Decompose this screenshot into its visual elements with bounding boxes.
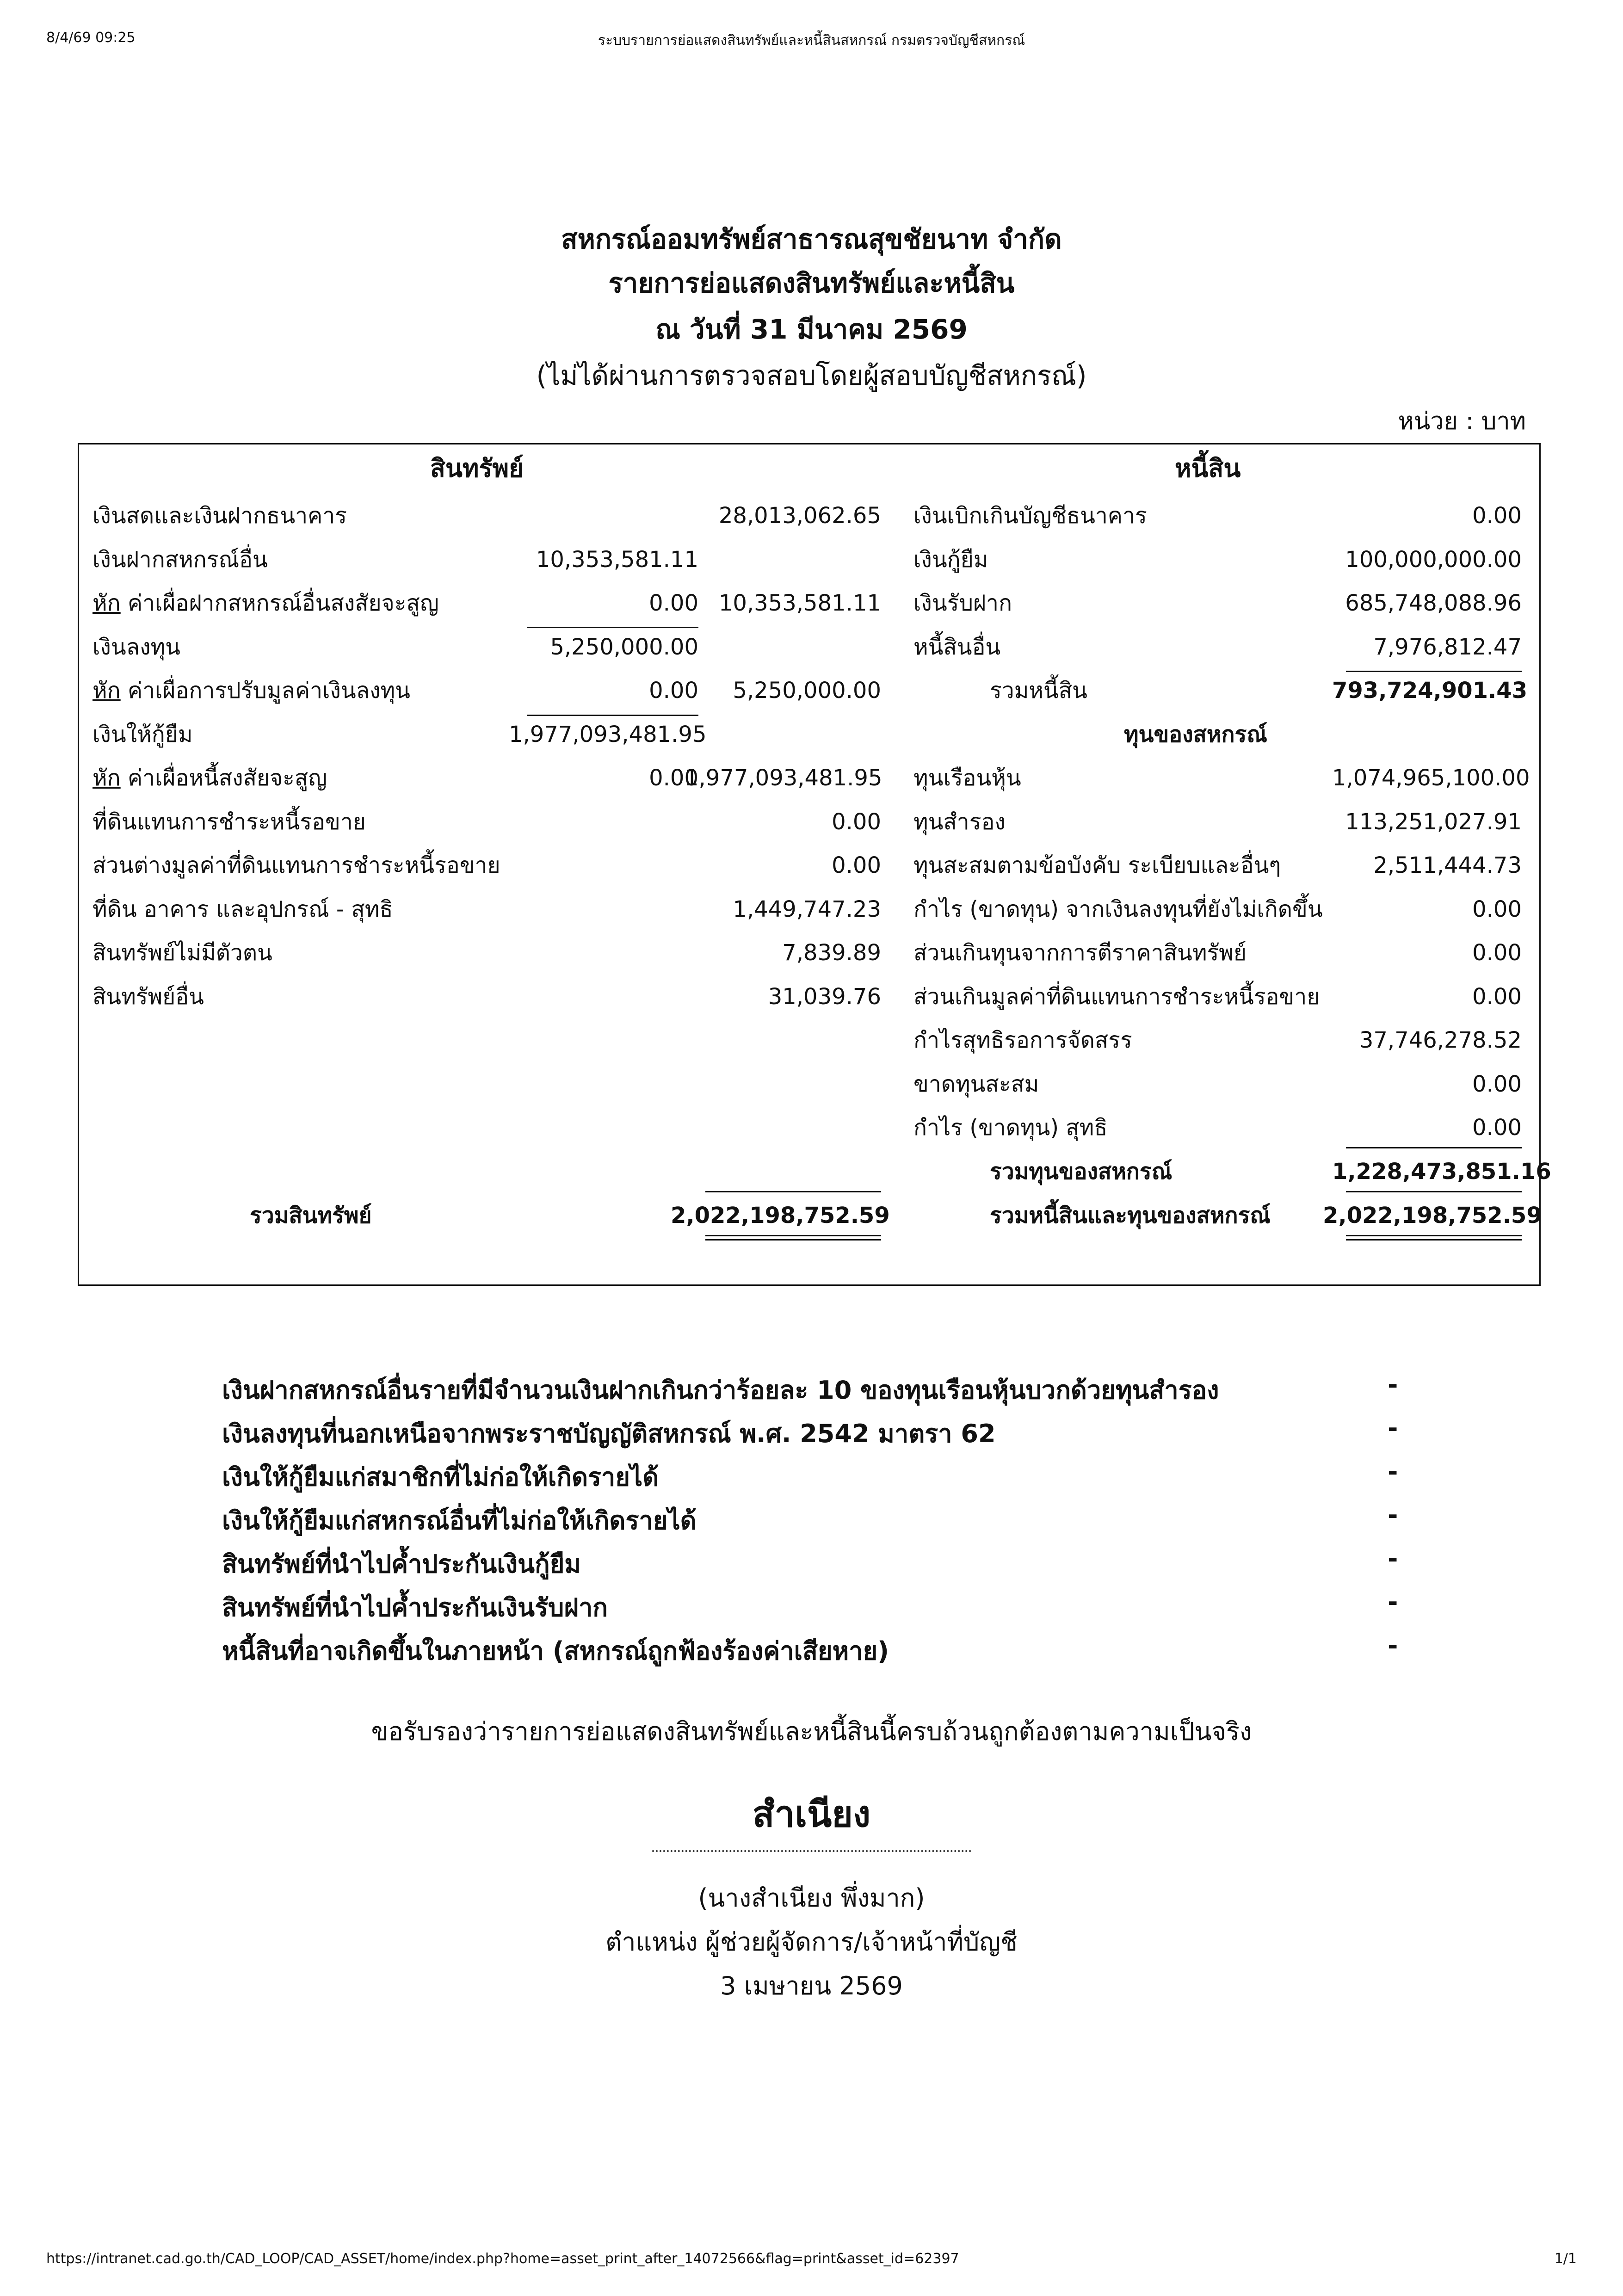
asset-total: 1,449,747.23 xyxy=(733,896,881,922)
note-value: - xyxy=(1388,1413,1398,1443)
equity-label: ขาดทุนสะสม xyxy=(913,1071,1039,1097)
note-label: สินทรัพย์ที่นำไปค้ำประกันเงินกู้ยืม xyxy=(222,1549,581,1579)
asset-label xyxy=(93,546,268,574)
signature-date: 3 เมษายน 2569 xyxy=(720,1971,903,2000)
equity-label: ส่วนเกินทุนจากการตีราคาสินทรัพย์ xyxy=(913,940,1247,966)
note-label: หนี้สินที่อาจเกิดขึ้นในภายหน้า (สหกรณ์ถูกฟ้องร้องค่าเสียหาย) xyxy=(222,1636,889,1666)
note-value: - xyxy=(1388,1457,1398,1486)
liability-value: 7,976,812.47 xyxy=(1373,634,1522,660)
equity-label: กำไร (ขาดทุน) สุทธิ xyxy=(913,1115,1108,1141)
asset-total: 0.00 xyxy=(832,809,881,835)
asset-amount: 5,250,000.00 xyxy=(550,634,698,660)
asset-label xyxy=(93,677,410,704)
rule-investment xyxy=(527,627,698,628)
grand-total-value: 2,022,198,752.59 xyxy=(1323,1203,1542,1228)
print-system-title: ระบบรายการย่อแสดงสินทรัพย์และหนี้สินสหกรณ์ กรมตรวจบัญชีสหกรณ์ xyxy=(598,32,1025,49)
print-datetime: 8/4/69 09:25 xyxy=(46,30,136,46)
equity-label: กำไร (ขาดทุน) จากเงินลงทุนที่ยังไม่เกิดขึ้น xyxy=(913,896,1323,922)
asset-amount: 0.00 xyxy=(649,678,698,704)
asset-total: 0.00 xyxy=(832,852,881,878)
asset-label-text: ส่วนต่างมูลค่าที่ดินแทนการชำระหนี้รอขาย xyxy=(93,852,500,878)
signer-position: ตำแหน่ง ผู้ช่วยผู้จัดการ/เจ้าหน้าที่บัญชี xyxy=(605,1927,1018,1957)
note-label: เงินลงทุนที่นอกเหนือจากพระราชบัญญัติสหกรณ์ พ.ศ. 2542 มาตรา 62 xyxy=(222,1419,996,1448)
equity-label: กำไรสุทธิรอการจัดสรร xyxy=(913,1027,1132,1053)
liability-label: หนี้สินอื่น xyxy=(913,634,1001,660)
asset-label xyxy=(93,721,193,748)
liability-value: 100,000,000.00 xyxy=(1345,547,1522,573)
equity-heading: ทุนของสหกรณ์ xyxy=(1124,722,1267,747)
rule-loan xyxy=(527,715,698,716)
assets-total-value: 2,022,198,752.59 xyxy=(671,1203,890,1228)
print-page: 1/1 xyxy=(1554,2251,1577,2267)
asset-label-text: ค่าเผื่อหนี้สงสัยจะสูญ xyxy=(120,765,327,791)
asset-label xyxy=(93,808,366,836)
equity-value: 37,746,278.52 xyxy=(1359,1027,1522,1053)
asset-label xyxy=(93,633,180,661)
asset-amount: 0.00 xyxy=(649,765,698,791)
asset-label-text: เงินสดและเงินฝากธนาคาร xyxy=(93,503,347,529)
liability-value: 685,748,088.96 xyxy=(1345,590,1522,616)
equity-total-label: รวมทุนของสหกรณ์ xyxy=(990,1159,1173,1185)
asset-label-text: เงินลงทุน xyxy=(93,634,180,660)
asset-total: 7,839.89 xyxy=(782,940,881,966)
liabilities-total-label: รวมหนี้สิน xyxy=(990,678,1087,704)
rule-grand-total xyxy=(1346,1191,1522,1192)
certification-text: ขอรับรองว่ารายการย่อแสดงสินทรัพย์และหนี้สินนี้ครบถ้วนถูกต้องตามความเป็นจริง xyxy=(371,1717,1252,1746)
note-value: - xyxy=(1388,1631,1398,1660)
asset-label xyxy=(93,939,272,967)
equity-value: 0.00 xyxy=(1472,1115,1522,1141)
asset-label-text: เงินให้กู้ยืม xyxy=(93,722,193,747)
deduct-prefix: หัก xyxy=(93,590,121,616)
audit-note: (ไม่ได้ผ่านการตรวจสอบโดยผู้สอบบัญชีสหกรณ์) xyxy=(536,360,1087,391)
rule-liabilities-total xyxy=(1346,671,1522,672)
note-value: - xyxy=(1388,1500,1398,1530)
asset-label-text: สินทรัพย์อื่น xyxy=(93,984,204,1010)
assets-total-label: รวมสินทรัพย์ xyxy=(250,1203,372,1228)
asset-total: 10,353,581.11 xyxy=(718,590,881,616)
asset-amount: 1,977,093,481.95 xyxy=(509,722,707,747)
equity-label: ทุนสำรอง xyxy=(913,809,1006,835)
asset-label-text: ที่ดินแทนการชำระหนี้รอขาย xyxy=(93,809,366,835)
liability-value: 0.00 xyxy=(1472,503,1522,529)
asset-label-text: สินทรัพย์ไม่มีตัวตน xyxy=(93,940,272,966)
note-label: เงินให้กู้ยืมแก่สมาชิกที่ไม่ก่อให้เกิดรายได้ xyxy=(222,1463,659,1492)
note-label: สินทรัพย์ที่นำไปค้ำประกันเงินรับฝาก xyxy=(222,1593,608,1622)
signature-line xyxy=(652,1850,971,1852)
liability-label: เงินรับฝาก xyxy=(913,590,1012,616)
double-rule-grand xyxy=(1346,1235,1522,1241)
asset-total: 1,977,093,481.95 xyxy=(685,765,882,791)
double-rule-assets xyxy=(705,1235,881,1241)
equity-value: 1,074,965,100.00 xyxy=(1332,765,1530,791)
note-label: เงินให้กู้ยืมแก่สหกรณ์อื่นที่ไม่ก่อให้เกิดรายได้ xyxy=(222,1506,697,1535)
org-title: สหกรณ์ออมทรัพย์สาธารณสุขชัยนาท จำกัด xyxy=(561,223,1062,255)
asset-label-text: เงินฝากสหกรณ์อื่น xyxy=(93,547,268,573)
asset-label xyxy=(93,764,327,792)
asset-label xyxy=(93,502,347,530)
deduct-prefix: หัก xyxy=(93,765,121,791)
asset-amount: 0.00 xyxy=(649,590,698,616)
signer-name: (นางสำเนียง พึ่งมาก) xyxy=(698,1883,925,1913)
asset-label xyxy=(93,852,500,879)
note-value: - xyxy=(1388,1370,1398,1399)
unit-label: หน่วย : บาท xyxy=(1398,407,1526,435)
rule-assets-total xyxy=(705,1191,881,1192)
rule-equity-total xyxy=(1346,1147,1522,1148)
asset-label-text: ค่าเผื่อการปรับมูลค่าเงินลงทุน xyxy=(120,678,410,704)
liabilities-heading: หนี้สิน xyxy=(1175,454,1241,483)
equity-label: ส่วนเกินมูลค่าที่ดินแทนการชำระหนี้รอขาย xyxy=(913,984,1320,1010)
equity-label: ทุนเรือนหุ้น xyxy=(913,765,1021,791)
note-value: - xyxy=(1388,1544,1398,1573)
liability-label: เงินกู้ยืม xyxy=(913,547,988,573)
report-date: ณ วันที่ 31 มีนาคม 2569 xyxy=(655,314,968,345)
equity-total-value: 1,228,473,851.16 xyxy=(1332,1159,1551,1185)
equity-value: 2,511,444.73 xyxy=(1373,852,1522,878)
grand-total-label: รวมหนี้สินและทุนของสหกรณ์ xyxy=(990,1203,1271,1228)
equity-value: 113,251,027.91 xyxy=(1345,809,1522,835)
asset-label-text: ที่ดิน อาคาร และอุปกรณ์ - สุทธิ xyxy=(93,896,393,922)
asset-label xyxy=(93,983,204,1011)
note-value: - xyxy=(1388,1587,1398,1617)
note-label: เงินฝากสหกรณ์อื่นรายที่มีจำนวนเงินฝากเกินกว่าร้อยละ 10 ของทุนเรือนหุ้นบวกด้วยทุนสำรอง xyxy=(222,1376,1219,1405)
liabilities-total-value: 793,724,901.43 xyxy=(1332,678,1528,704)
equity-value: 0.00 xyxy=(1472,896,1522,922)
asset-total: 28,013,062.65 xyxy=(718,503,881,529)
liability-label: เงินเบิกเกินบัญชีธนาคาร xyxy=(913,503,1147,529)
equity-value: 0.00 xyxy=(1472,984,1522,1010)
asset-total: 31,039.76 xyxy=(768,984,881,1010)
asset-label xyxy=(93,895,393,923)
equity-value: 0.00 xyxy=(1472,1071,1522,1097)
report-title: รายการย่อแสดงสินทรัพย์และหนี้สิน xyxy=(608,267,1015,299)
equity-label: ทุนสะสมตามข้อบังคับ ระเบียบและอื่นๆ xyxy=(913,852,1281,878)
deduct-prefix: หัก xyxy=(93,678,121,704)
print-url: https://intranet.cad.go.th/CAD_LOOP/CAD_ASSET/home/index.php?home=asset_print_after_14072566&flag=print&asset_id=62397 xyxy=(46,2251,959,2267)
signature: สำเนียง xyxy=(752,1794,871,1835)
asset-label-text: ค่าเผื่อฝากสหกรณ์อื่นสงสัยจะสูญ xyxy=(120,590,439,616)
asset-amount: 10,353,581.11 xyxy=(536,547,698,573)
asset-label xyxy=(93,589,439,617)
asset-total: 5,250,000.00 xyxy=(733,678,881,704)
equity-value: 0.00 xyxy=(1472,940,1522,966)
assets-heading: สินทรัพย์ xyxy=(430,454,524,483)
